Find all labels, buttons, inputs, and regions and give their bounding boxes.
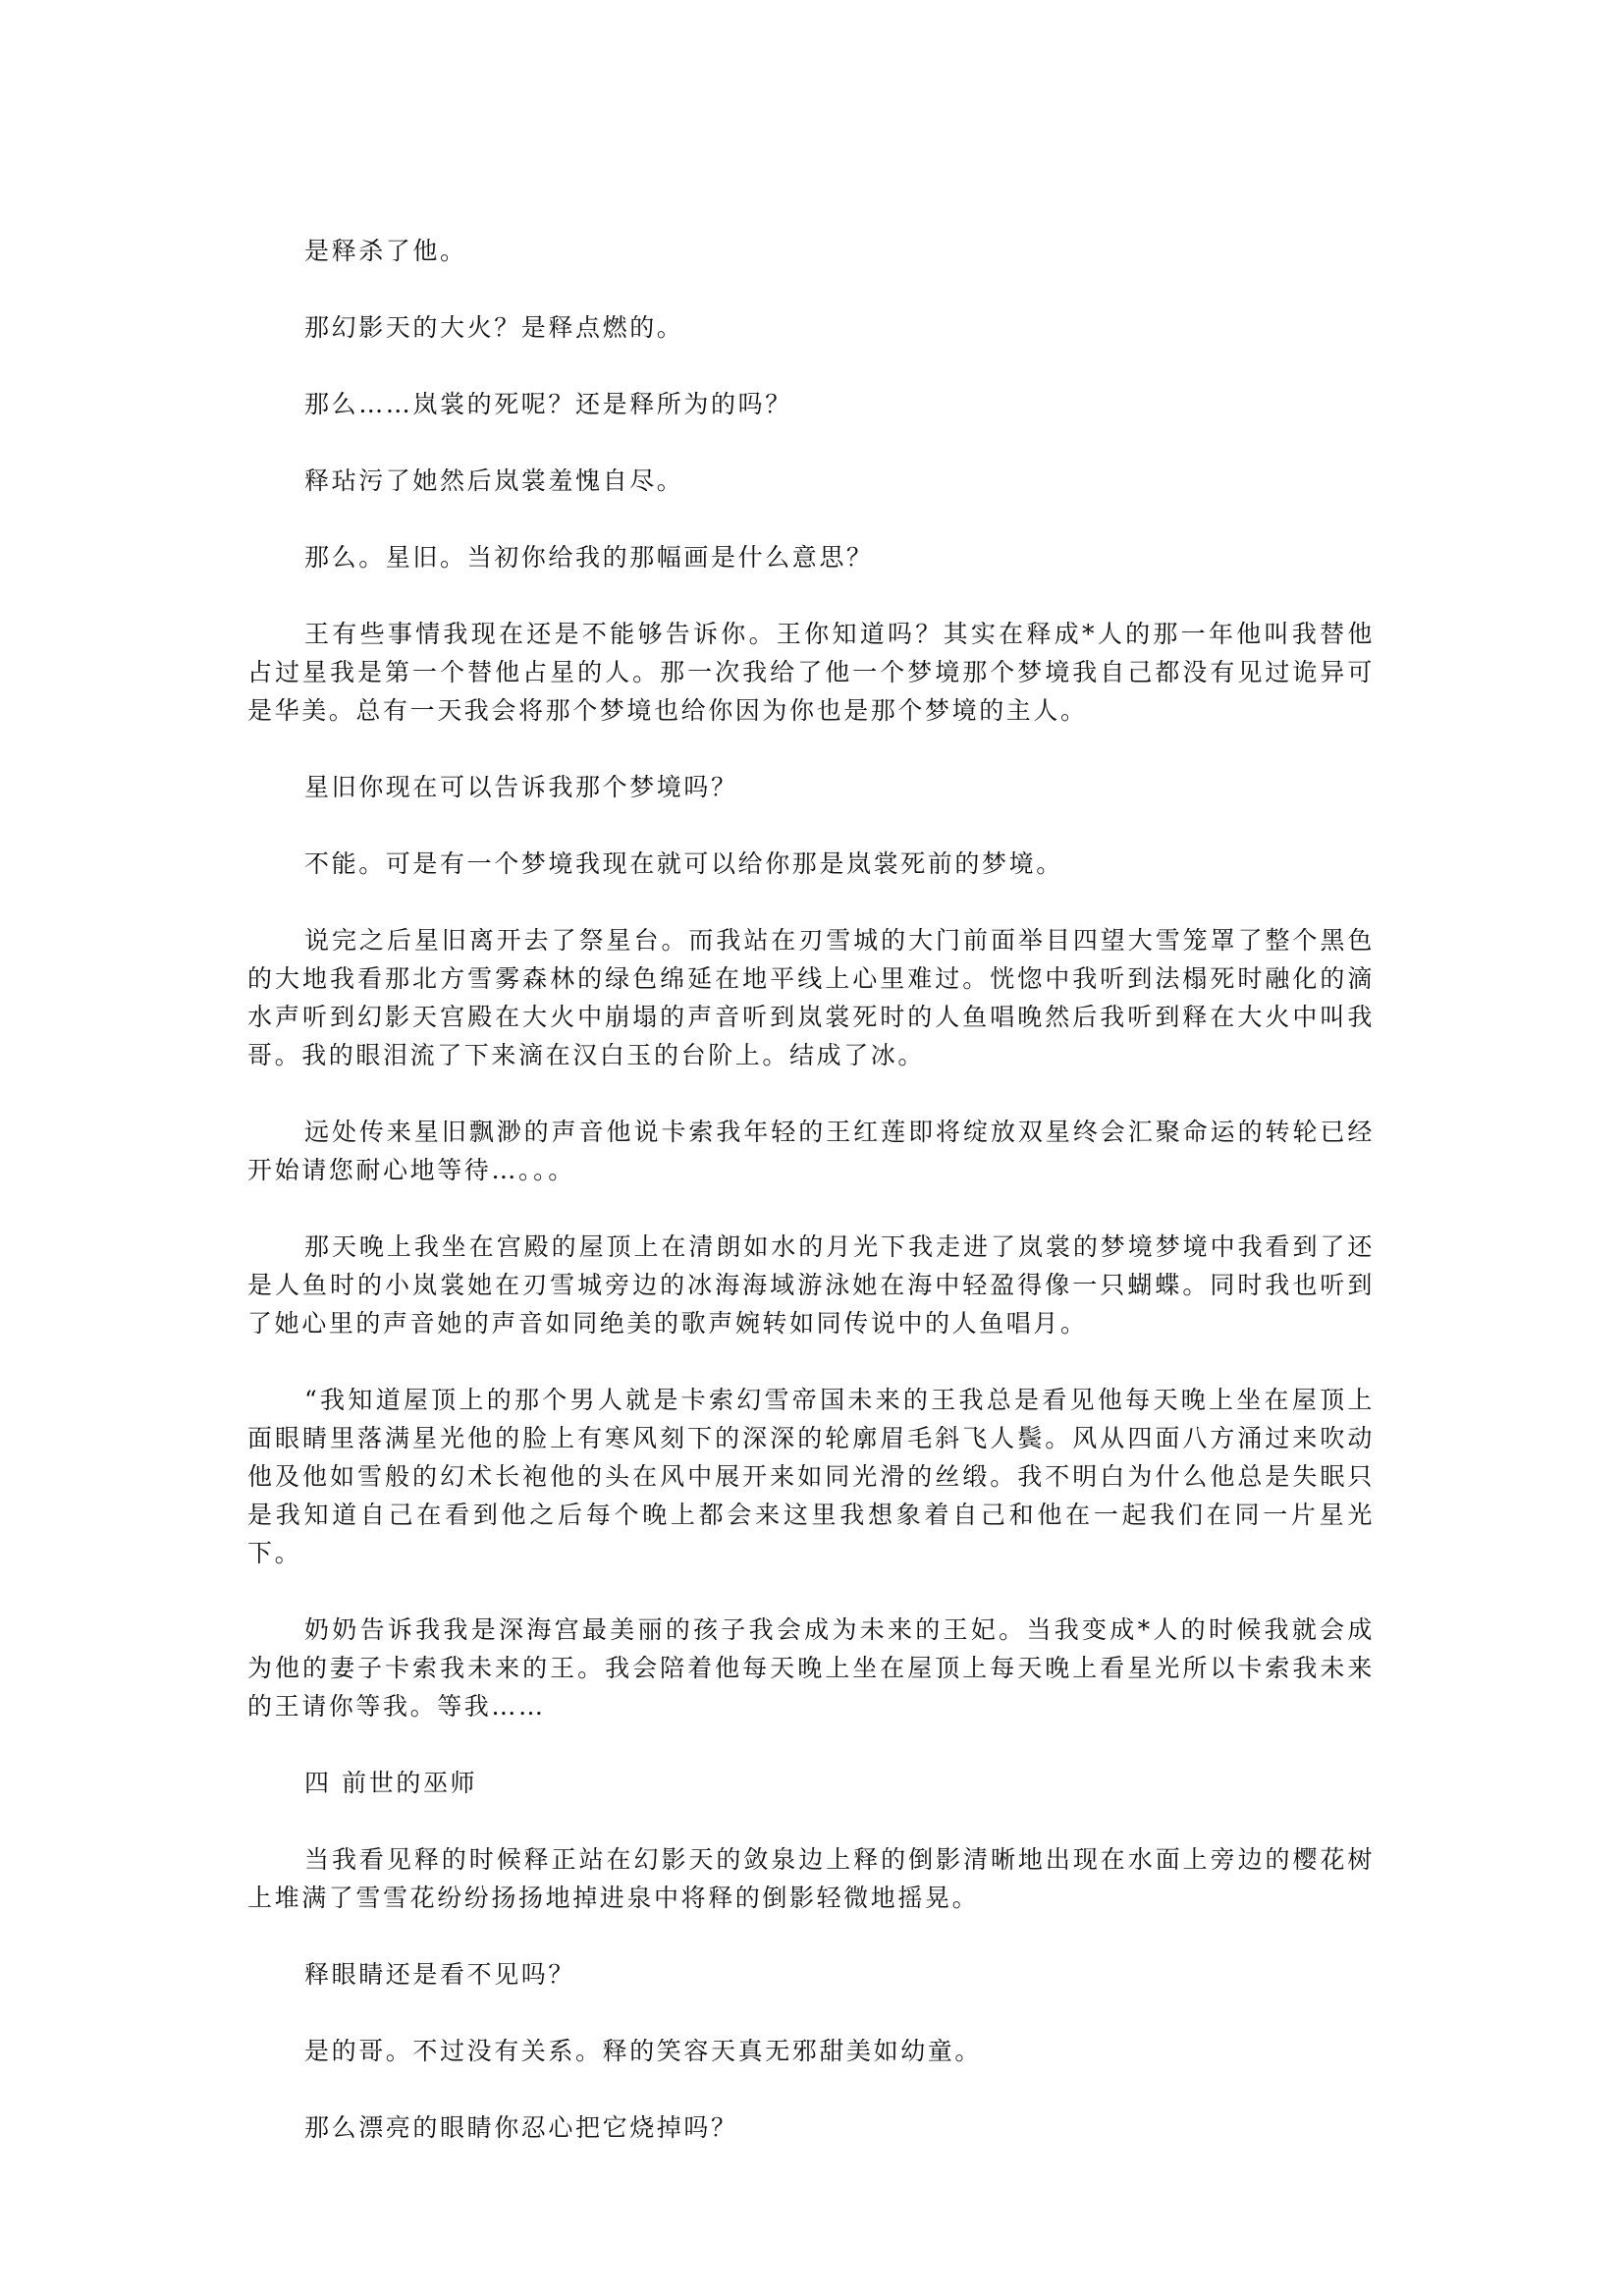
paragraph: 那么漂亮的眼睛你忍心把它烧掉吗？ [304,2113,738,2142]
paragraph: 那天晚上我坐在宫殿的屋顶上在清朗如水的月光下我走进了岚裳的梦境梦境中我看到了还是人鱼时的小岚裳她在刃雪城旁边的冰海海域游泳她在海中轻盈得像一只蝴蝶。同时我也听到了她心里的声音她的声音如同绝美的歌声婉转如同传说中的人鱼唱月。 [247,1232,1375,1338]
paragraph: 是的哥。不过没有关系。释的笑容天真无邪甜美如幼童。 [304,2037,983,2065]
paragraph: 说完之后星旧离开去了祭星台。而我站在刃雪城的大门前面举目四望大雪笼罩了整个黑色的大地我看那北方雪雾森林的绿色绵延在地平线上心里难过。恍惚中我听到法榻死时融化的滴水声听到幻影天宫殿在大火中崩塌的声音听到岚裳死时的人鱼唱晚然后我听到释在大火中叫我哥。我的眼泪流了下来滴在汉白玉的台阶上。结成了冰。 [247,926,1375,1069]
paragraph: 王有些事情我现在还是不能够告诉你。王你知道吗？其实在释成*人的那一年他叫我替他占过星我是第一个替他占星的人。那一次我给了他一个梦境那个梦境我自己都没有见过诡异可是华美。总有一天我会将那个梦境也给你因为你也是那个梦境的主人。 [247,620,1375,725]
paragraph: 远处传来星旧飘渺的声音他说卡索我年轻的王红莲即将绽放双星终会汇聚命运的转轮已经开始请您耐心地等待…。。。 [247,1118,1375,1184]
paragraph: 释眼睛还是看不见吗？ [304,1960,576,1989]
paragraph: 释玷污了她然后岚裳羞愧自尽。 [304,466,684,495]
paragraph: 是释杀了他。 [304,237,467,265]
paragraph: 不能。可是有一个梦境我现在就可以给你那是岚裳死前的梦境。 [304,849,1063,878]
section-heading: 四 前世的巫师 [304,1769,478,1797]
document-page [247,232,1375,2185]
paragraph: 奶奶告诉我我是深海宫最美丽的孩子我会成为未来的王妃。当我变成*人的时候我就会成为他的妻子卡索我未来的王。我会陪着他每天晚上坐在屋顶上每天晚上看星光所以卡索我未来的王请你等我。等我…… [247,1615,1375,1721]
paragraph: “我知道屋顶上的那个男人就是卡索幻雪帝国未来的王我总是看见他每天晚上坐在屋顶上面眼睛里落满星光他的脸上有寒风刻下的深深的轮廓眉毛斜飞人鬓。风从四面八方涌过来吹动他及他如雪般的幻术长袍他的头在风中展开来如同光滑的丝缎。我不明白为什么他总是失眠只是我知道自己在看到他之后每个晚上都会来这里我想象着自己和他在一起我们在同一片星光下。 [247,1386,1375,1567]
paragraph: 那幻影天的大火？是释点燃的。 [304,313,684,342]
paragraph: 星旧你现在可以告诉我那个梦境吗？ [304,773,738,801]
paragraph: 那么。星旧。当初你给我的那幅画是什么意思？ [304,543,874,572]
paragraph: 当我看见释的时候释正站在幻影天的敛泉边上释的倒影清晰地出现在水面上旁边的樱花树上堆满了雪雪花纷纷扬扬地掉进泉中将释的倒影轻微地摇晃。 [247,1845,1375,1912]
paragraph: 那么……岚裳的死呢？还是释所为的吗？ [304,390,792,418]
